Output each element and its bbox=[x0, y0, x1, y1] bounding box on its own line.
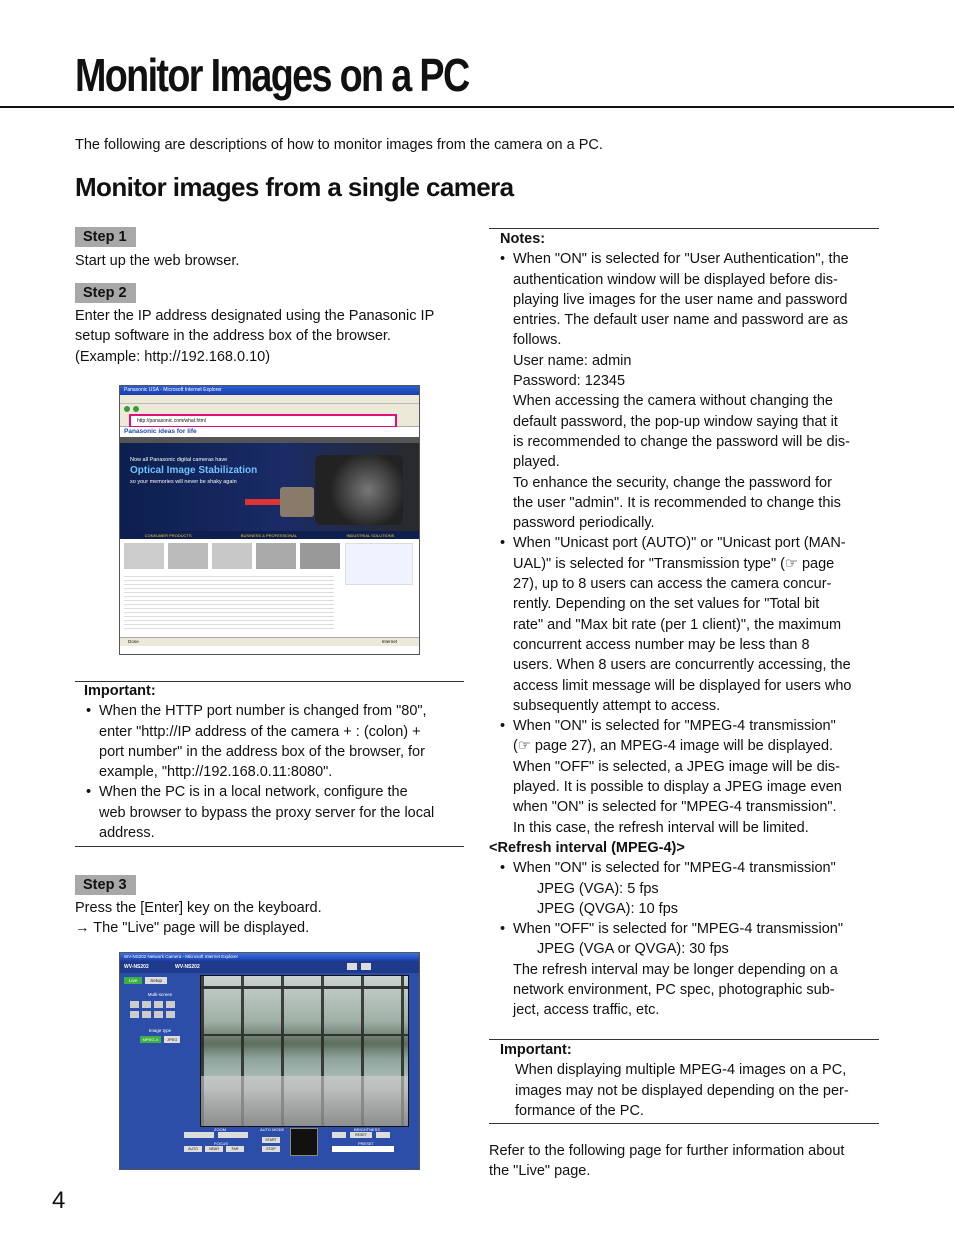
text-line: entries. The default user name and password are as bbox=[513, 312, 849, 329]
banner-headline: Optical Image Stabilization bbox=[130, 465, 258, 476]
banner-line: Now all Panasonic digital cameras have bbox=[130, 457, 228, 463]
product-thumb bbox=[300, 543, 340, 569]
camera-image bbox=[315, 455, 403, 525]
text-line: rate" and "Max bit rate (per 1 client)", the maximum bbox=[513, 616, 842, 633]
multiscreen-button[interactable] bbox=[154, 1001, 163, 1008]
product-thumb bbox=[124, 543, 164, 569]
start-button[interactable]: START bbox=[262, 1137, 280, 1143]
text-line: access limit message will be displayed for users who bbox=[513, 677, 852, 694]
notes-label: Notes: bbox=[500, 231, 546, 247]
forward-icon bbox=[133, 406, 139, 412]
pan-tilt-pad[interactable] bbox=[290, 1128, 318, 1156]
browser-menu-bar bbox=[120, 395, 419, 404]
text-line: UAL)" is selected for "Transmission type" (☞ page bbox=[513, 555, 835, 572]
step-2-line: setup software in the address box of the browser. bbox=[75, 328, 391, 345]
text-line: web browser to bypass the proxy server for the local bbox=[99, 804, 435, 821]
important-list bbox=[75, 701, 464, 843]
browser-screenshot-panasonic bbox=[119, 385, 420, 655]
focus-near-button[interactable]: NEAR bbox=[205, 1146, 223, 1152]
step-3-badge: Step 3 bbox=[75, 875, 136, 895]
refresh-interval-label: <Refresh interval (MPEG-4)> bbox=[489, 839, 685, 856]
list-item bbox=[75, 701, 464, 782]
text-line: formance of the PC. bbox=[515, 1102, 644, 1119]
site-banner bbox=[120, 443, 419, 531]
focus-label: FOCUS bbox=[214, 1141, 228, 1146]
important-box bbox=[75, 681, 464, 843]
text-line: when "ON" is selected for "MPEG-4 transmission". bbox=[513, 799, 837, 816]
image-type-label: Image type bbox=[148, 1028, 172, 1033]
banner-line: so your memories will never be shaky again bbox=[130, 479, 237, 485]
brightness-label: BRIGHTNESS bbox=[354, 1127, 381, 1132]
multiscreen-button[interactable] bbox=[166, 1001, 175, 1008]
text-line: address. bbox=[99, 825, 155, 842]
important2-bottom-rule bbox=[489, 1123, 879, 1124]
text-line: concurrent access number may be less than 8 bbox=[513, 636, 810, 653]
nav-industrial[interactable]: INDUSTRIAL SOLUTIONS bbox=[346, 532, 395, 538]
text-line: When displaying multiple MPEG-4 images on a PC, bbox=[515, 1062, 847, 1079]
text-line: • When "ON" is selected for "MPEG-4 transmission" bbox=[513, 860, 836, 877]
focus-auto-button[interactable]: AUTO bbox=[184, 1146, 202, 1152]
zone-text: Internet bbox=[381, 639, 397, 644]
text-line: subsequently attempt to access. bbox=[513, 697, 721, 714]
multiscreen-button[interactable] bbox=[154, 1011, 163, 1018]
text-line: • When "ON" is selected for "User Authentication", the bbox=[513, 251, 849, 268]
notes-section bbox=[489, 229, 884, 1021]
snapshot-icon[interactable] bbox=[347, 963, 357, 970]
multiscreen-button[interactable] bbox=[130, 1001, 139, 1008]
image-type-jpeg[interactable]: JPEG bbox=[164, 1036, 180, 1043]
text-line: rently. Depending on the set values for "Total bit bbox=[513, 596, 820, 613]
text-line: User name: admin bbox=[513, 352, 632, 369]
zoom-label: ZOOM bbox=[214, 1127, 226, 1132]
site-content-grid bbox=[120, 539, 419, 637]
list-item bbox=[489, 249, 884, 533]
refer-text bbox=[489, 1141, 844, 1182]
model-label: WV-NS202 bbox=[175, 964, 200, 970]
text-line: • When "OFF" is selected for "MPEG-4 transmission" bbox=[513, 921, 844, 938]
text-line: In this case, the refresh interval will be limited. bbox=[513, 819, 809, 836]
multiscreen-button[interactable] bbox=[142, 1011, 151, 1018]
auto-mode-label: AUTO MODE bbox=[260, 1127, 285, 1132]
model-label: WV-NS202 bbox=[124, 964, 149, 970]
multiscreen-button[interactable] bbox=[130, 1011, 139, 1018]
preset-label: PRESET bbox=[358, 1141, 375, 1146]
title-divider bbox=[0, 106, 954, 108]
text-line: (☞ page 27), an MPEG-4 image will be displayed. bbox=[513, 738, 834, 755]
section-title: Monitor images from a single camera bbox=[75, 172, 514, 202]
text-line: played. bbox=[513, 454, 560, 471]
image-type-mpeg4[interactable]: MPEG-4 bbox=[140, 1036, 161, 1043]
text-line: authentication window will be displayed before dis- bbox=[513, 271, 838, 288]
banner-button[interactable] bbox=[245, 499, 283, 505]
text-line: the user "admin". It is recommended to change this bbox=[513, 494, 841, 511]
text-line: played. It is possible to display a JPEG image even bbox=[513, 779, 842, 796]
nav-business[interactable]: BUSINESS & PROFESSIONAL bbox=[240, 532, 298, 538]
step-2-badge: Step 2 bbox=[75, 283, 136, 303]
live-side-panel bbox=[124, 977, 196, 1083]
text-lines bbox=[124, 573, 334, 629]
multiscreen-label: Multi-screen bbox=[147, 992, 173, 997]
site-category-nav bbox=[120, 531, 419, 539]
text-line: follows. bbox=[513, 332, 562, 349]
text-line: JPEG (QVGA): 10 fps bbox=[537, 900, 679, 917]
page-number: 4 bbox=[52, 1187, 66, 1214]
panasonic-logo: Panasonic ideas for life bbox=[124, 428, 197, 435]
tab-live[interactable]: Live bbox=[124, 977, 142, 984]
important-label: Important: bbox=[84, 683, 156, 699]
text-line: • When "ON" is selected for "MPEG-4 transmission" bbox=[513, 718, 836, 735]
step-2-line: (Example: http://192.168.0.10) bbox=[75, 348, 271, 365]
multiscreen-buttons bbox=[130, 1001, 196, 1018]
text-line: password periodically. bbox=[513, 515, 655, 532]
step-1-text: Start up the web browser. bbox=[75, 253, 240, 269]
product-thumb bbox=[212, 543, 252, 569]
step-3-line: → The "Live" page will be displayed. bbox=[75, 920, 310, 937]
text-line: port number" in the address box of the browser, for bbox=[99, 743, 425, 760]
important2-box bbox=[489, 1040, 879, 1121]
live-camera-image bbox=[200, 975, 409, 1127]
focus-far-button[interactable]: FAR bbox=[226, 1146, 244, 1152]
list-item bbox=[489, 716, 884, 838]
browser-title-bar: Panasonic USA - Microsoft Internet Explorer bbox=[120, 386, 419, 395]
tab-setup[interactable]: Setup bbox=[145, 977, 167, 984]
browser-address-row bbox=[120, 414, 419, 427]
text-line: Refer to the following page for further information about bbox=[489, 1143, 845, 1159]
text-line: is recommended to change the password will be dis- bbox=[513, 433, 850, 450]
zoom-out-button[interactable] bbox=[184, 1132, 214, 1138]
product-thumb bbox=[168, 543, 208, 569]
brightness-reset-button[interactable]: RESET bbox=[350, 1132, 372, 1138]
important-bottom-rule bbox=[75, 846, 464, 847]
browser-title-bar: WV-NS202 Network Camera - Microsoft Internet Explorer bbox=[120, 953, 419, 961]
promo-box bbox=[345, 543, 413, 585]
text-line: ject, access traffic, etc. bbox=[513, 1002, 660, 1019]
preset-select[interactable] bbox=[332, 1146, 394, 1152]
step-3-line: Press the [Enter] key on the keyboard. bbox=[75, 900, 322, 916]
window-frame bbox=[201, 986, 408, 989]
text-line: When "OFF" is selected, a JPEG image will be dis- bbox=[513, 758, 840, 775]
step-1-badge: Step 1 bbox=[75, 227, 136, 247]
text-line: the "Live" page. bbox=[489, 1163, 591, 1180]
live-controls bbox=[182, 1127, 412, 1165]
text-line: images may not be displayed depending on the per- bbox=[515, 1082, 849, 1099]
text-line: JPEG (VGA or QVGA): 30 fps bbox=[537, 941, 729, 958]
text-line: JPEG (VGA): 5 fps bbox=[537, 880, 659, 897]
address-bar[interactable]: http://panasonic.com/what.html bbox=[129, 414, 397, 428]
text-line: To enhance the security, change the password for bbox=[513, 474, 832, 491]
step-2-text bbox=[75, 306, 434, 367]
step-3-text bbox=[75, 898, 322, 939]
important2-label: Important: bbox=[500, 1042, 572, 1058]
browser-screenshot-live bbox=[119, 952, 420, 1170]
list-item bbox=[489, 919, 884, 1020]
back-icon bbox=[124, 406, 130, 412]
text-line: network environment, PC spec, photographic sub- bbox=[513, 981, 835, 998]
nav-consumer[interactable]: CONSUMER PRODUCTS bbox=[144, 532, 192, 538]
brightness-down-button[interactable] bbox=[332, 1132, 346, 1138]
text-line: users. When 8 users are concurrently accessing, the bbox=[513, 657, 851, 674]
text-line: • When "Unicast port (AUTO)" or "Unicast port (MAN- bbox=[513, 535, 846, 552]
text-line: Password: 12345 bbox=[513, 373, 626, 390]
multiscreen-button[interactable] bbox=[166, 1011, 175, 1018]
intro-text: The following are descriptions of how to monitor images from the camera on a PC. bbox=[75, 137, 603, 153]
notes-list bbox=[489, 249, 884, 838]
product-thumb bbox=[256, 543, 296, 569]
window-frame bbox=[201, 1034, 408, 1036]
text-line: When accessing the camera without changing the bbox=[513, 393, 833, 410]
brightness-up-button[interactable] bbox=[376, 1132, 390, 1138]
text-line: example, "http://192.168.0.11:8080". bbox=[99, 764, 333, 781]
list-item bbox=[75, 782, 464, 843]
site-header bbox=[120, 427, 419, 437]
text-line: • When the PC is in a local network, configure the bbox=[99, 784, 408, 801]
list-item bbox=[489, 858, 884, 919]
step-2-line: Enter the IP address designated using the Panasonic IP bbox=[75, 308, 435, 324]
step-3 bbox=[75, 876, 136, 894]
text-line: The refresh interval may be longer depending on a bbox=[513, 961, 838, 978]
live-header bbox=[120, 961, 419, 973]
step-2 bbox=[75, 284, 136, 302]
text-line: • When the HTTP port number is changed from "80", bbox=[99, 703, 427, 720]
browser-status-bar bbox=[120, 637, 419, 646]
people-image bbox=[280, 487, 314, 517]
status-text: Done bbox=[128, 639, 139, 644]
list-item bbox=[489, 533, 884, 716]
text-line: playing live images for the user name and password bbox=[513, 291, 848, 308]
step-1 bbox=[75, 228, 136, 246]
browser-toolbar bbox=[120, 404, 419, 414]
text-line: enter "http://IP address of the camera + : (colon) + bbox=[99, 723, 421, 740]
multiscreen-button[interactable] bbox=[142, 1001, 151, 1008]
stop-button[interactable]: STOP bbox=[262, 1146, 280, 1152]
floor-reflection bbox=[201, 1076, 408, 1126]
text-line: 27), up to 8 users can access the camera concur- bbox=[513, 576, 832, 593]
page-title: Monitor Images on a PC bbox=[75, 49, 469, 101]
refresh-list bbox=[489, 858, 884, 1020]
text-line: default password, the pop-up window saying that it bbox=[513, 413, 838, 430]
fullscreen-icon[interactable] bbox=[361, 963, 371, 970]
zoom-in-button[interactable] bbox=[218, 1132, 248, 1138]
